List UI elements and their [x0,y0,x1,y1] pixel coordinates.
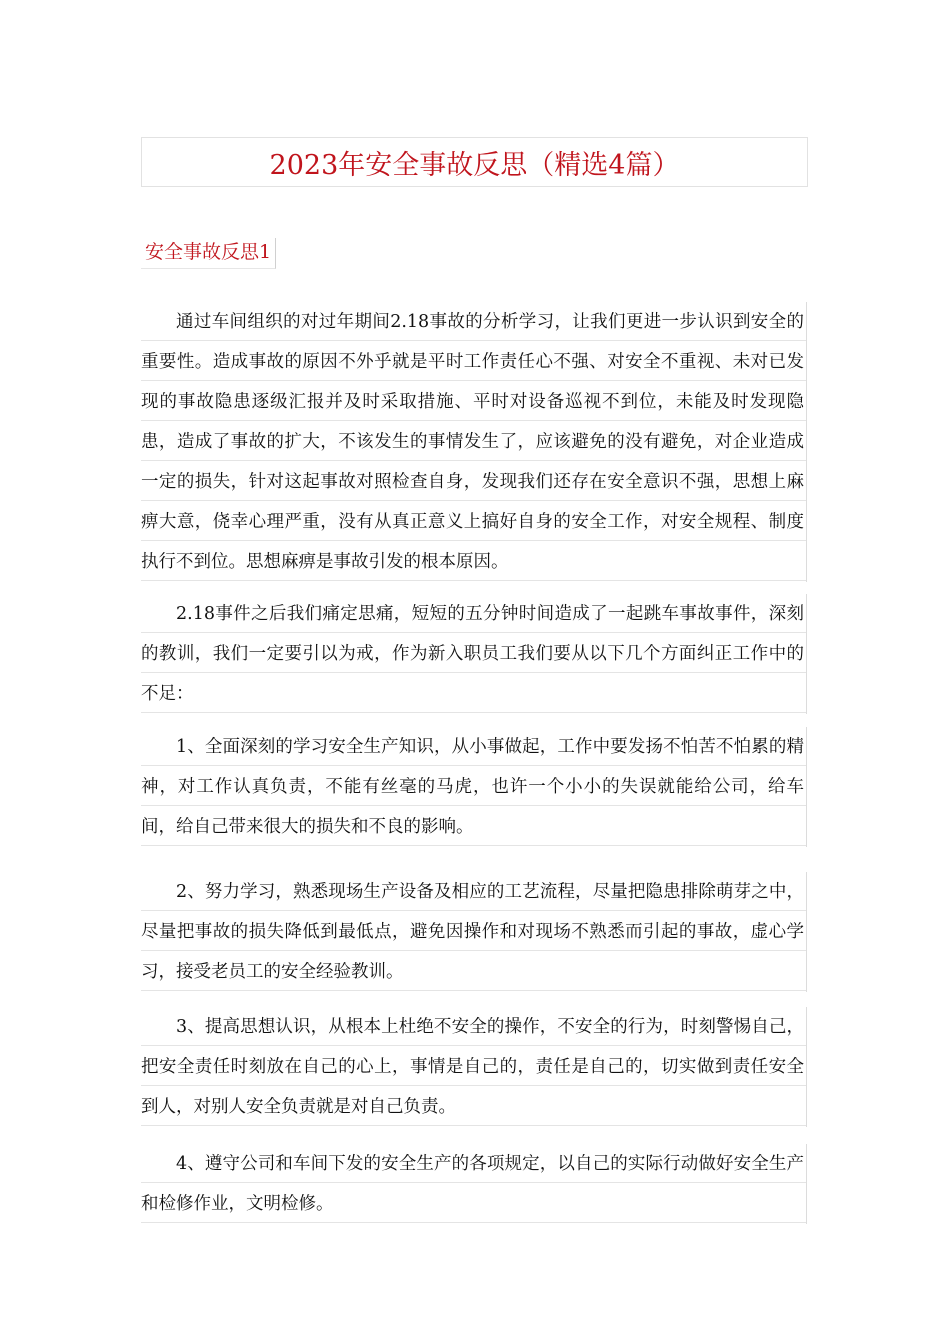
paragraph-5 [141,1007,807,1127]
paragraph-text: 3、提高思想认识，从根本上杜绝不安全的操作，不安全的行为，时刻警惕自己，把安全责任时刻放在自己的心上，事情是自己的，责任是自己的，切实做到责任安全到人，对别人安全负责就是对自己负责。 [141,1007,807,1127]
paragraph-2 [141,594,807,714]
document-title-box [141,137,808,187]
paragraph-3 [141,727,807,847]
paragraph-4 [141,872,807,992]
paragraph-text: 2、努力学习，熟悉现场生产设备及相应的工艺流程，尽量把隐患排除萌芽之中，尽量把事故的损失降低到最低点，避免因操作和对现场不熟悉而引起的事故，虚心学习，接受老员工的安全经验教训。 [141,872,807,992]
paragraph-1 [141,302,807,582]
paragraph-text: 1、全面深刻的学习安全生产知识，从小事做起，工作中要发扬不怕苦不怕累的精神，对工作认真负责，不能有丝毫的马虎，也许一个小小的失误就能给公司，给车间，给自己带来很大的损失和不良的影响。 [141,727,807,847]
paragraph-text: 2.18事件之后我们痛定思痛，短短的五分钟时间造成了一起跳车事故事件，深刻的教训，我们一定要引以为戒，作为新入职员工我们要从以下几个方面纠正工作中的不足： [141,594,807,714]
paragraph-6 [141,1144,807,1224]
paragraph-text: 4、遵守公司和车间下发的安全生产的各项规定，以自己的实际行动做好安全生产和检修作业，文明检修。 [141,1144,807,1224]
section-heading: 安全事故反思1 [141,238,276,269]
document-title: 2023年安全事故反思（精选4篇） [269,149,680,181]
paragraph-text: 通过车间组织的对过年期间2.18事故的分析学习，让我们更进一步认识到安全的重要性。造成事故的原因不外乎就是平时工作责任心不强、对安全不重视、未对已发现的事故隐患逐级汇报并及时采取措施、平时对设备巡视不到位，未能及时发现隐患，造成了事故的扩大，不该发生的事情发生了，应该避免的没有避免，对企业造成一定的损失，针对这起事故对照检查自身，发现我们还存在安全意识不强，思想上麻痹大意，侥幸心理严重，没有从真正意义上搞好自身的安全工作，对安全规程、制度执行不到位。思想麻痹是事故引发的根本原因。 [141,302,807,582]
